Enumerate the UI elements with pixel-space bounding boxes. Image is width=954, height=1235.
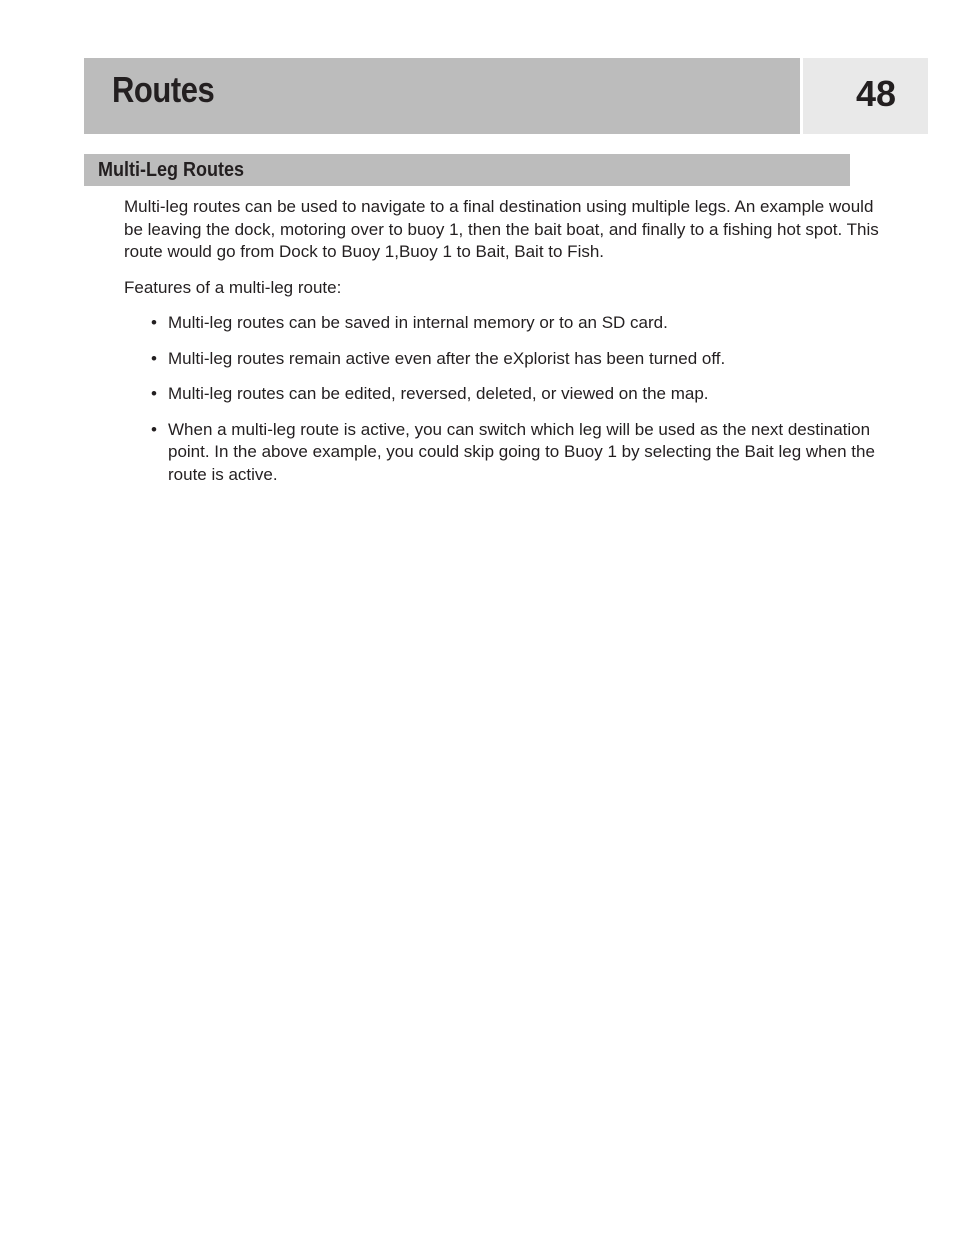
- page-title: Routes: [112, 69, 215, 110]
- section-header-bar: [84, 154, 850, 186]
- list-item: [151, 419, 894, 487]
- bullet-icon: •: [151, 384, 157, 403]
- bullet-icon: •: [151, 348, 157, 368]
- list-item-text: Multi-leg routes can be edited, reversed, deleted, or viewed on the map.: [168, 384, 709, 403]
- bullet-icon: •: [151, 419, 157, 439]
- list-item-text: Multi-leg routes remain active even after the eXplorist has been turned off.: [168, 348, 726, 368]
- list-item-text: Multi-leg routes can be saved in internal memory or to an SD card.: [168, 313, 668, 332]
- features-list: [124, 312, 894, 486]
- bullet-icon: •: [151, 313, 157, 332]
- list-item: [151, 348, 894, 371]
- intro-paragraph: Multi-leg routes can be used to navigate to a final destination using multiple legs. An example would be leaving the dock, motoring over to buoy 1, then the bait boat, and finally to a fishing hot spot. This route would go from Dock to Buoy 1,Buoy 1 to Bait, Bait to Fish.: [124, 197, 879, 261]
- section-body: [124, 196, 894, 499]
- section-title: Multi-Leg Routes: [98, 159, 244, 181]
- header-bar: [84, 58, 800, 134]
- features-heading: Features of a multi-leg route:: [124, 277, 342, 297]
- list-item-text: When a multi-leg route is active, you can switch which leg will be used as the next destination point. In the above example, you could skip going to Buoy 1 by selecting the Bait leg when the route is active.: [168, 419, 875, 484]
- page-number-box: [803, 58, 928, 134]
- list-item: [151, 312, 894, 335]
- list-item: [151, 383, 894, 406]
- page-number: 48: [855, 73, 896, 114]
